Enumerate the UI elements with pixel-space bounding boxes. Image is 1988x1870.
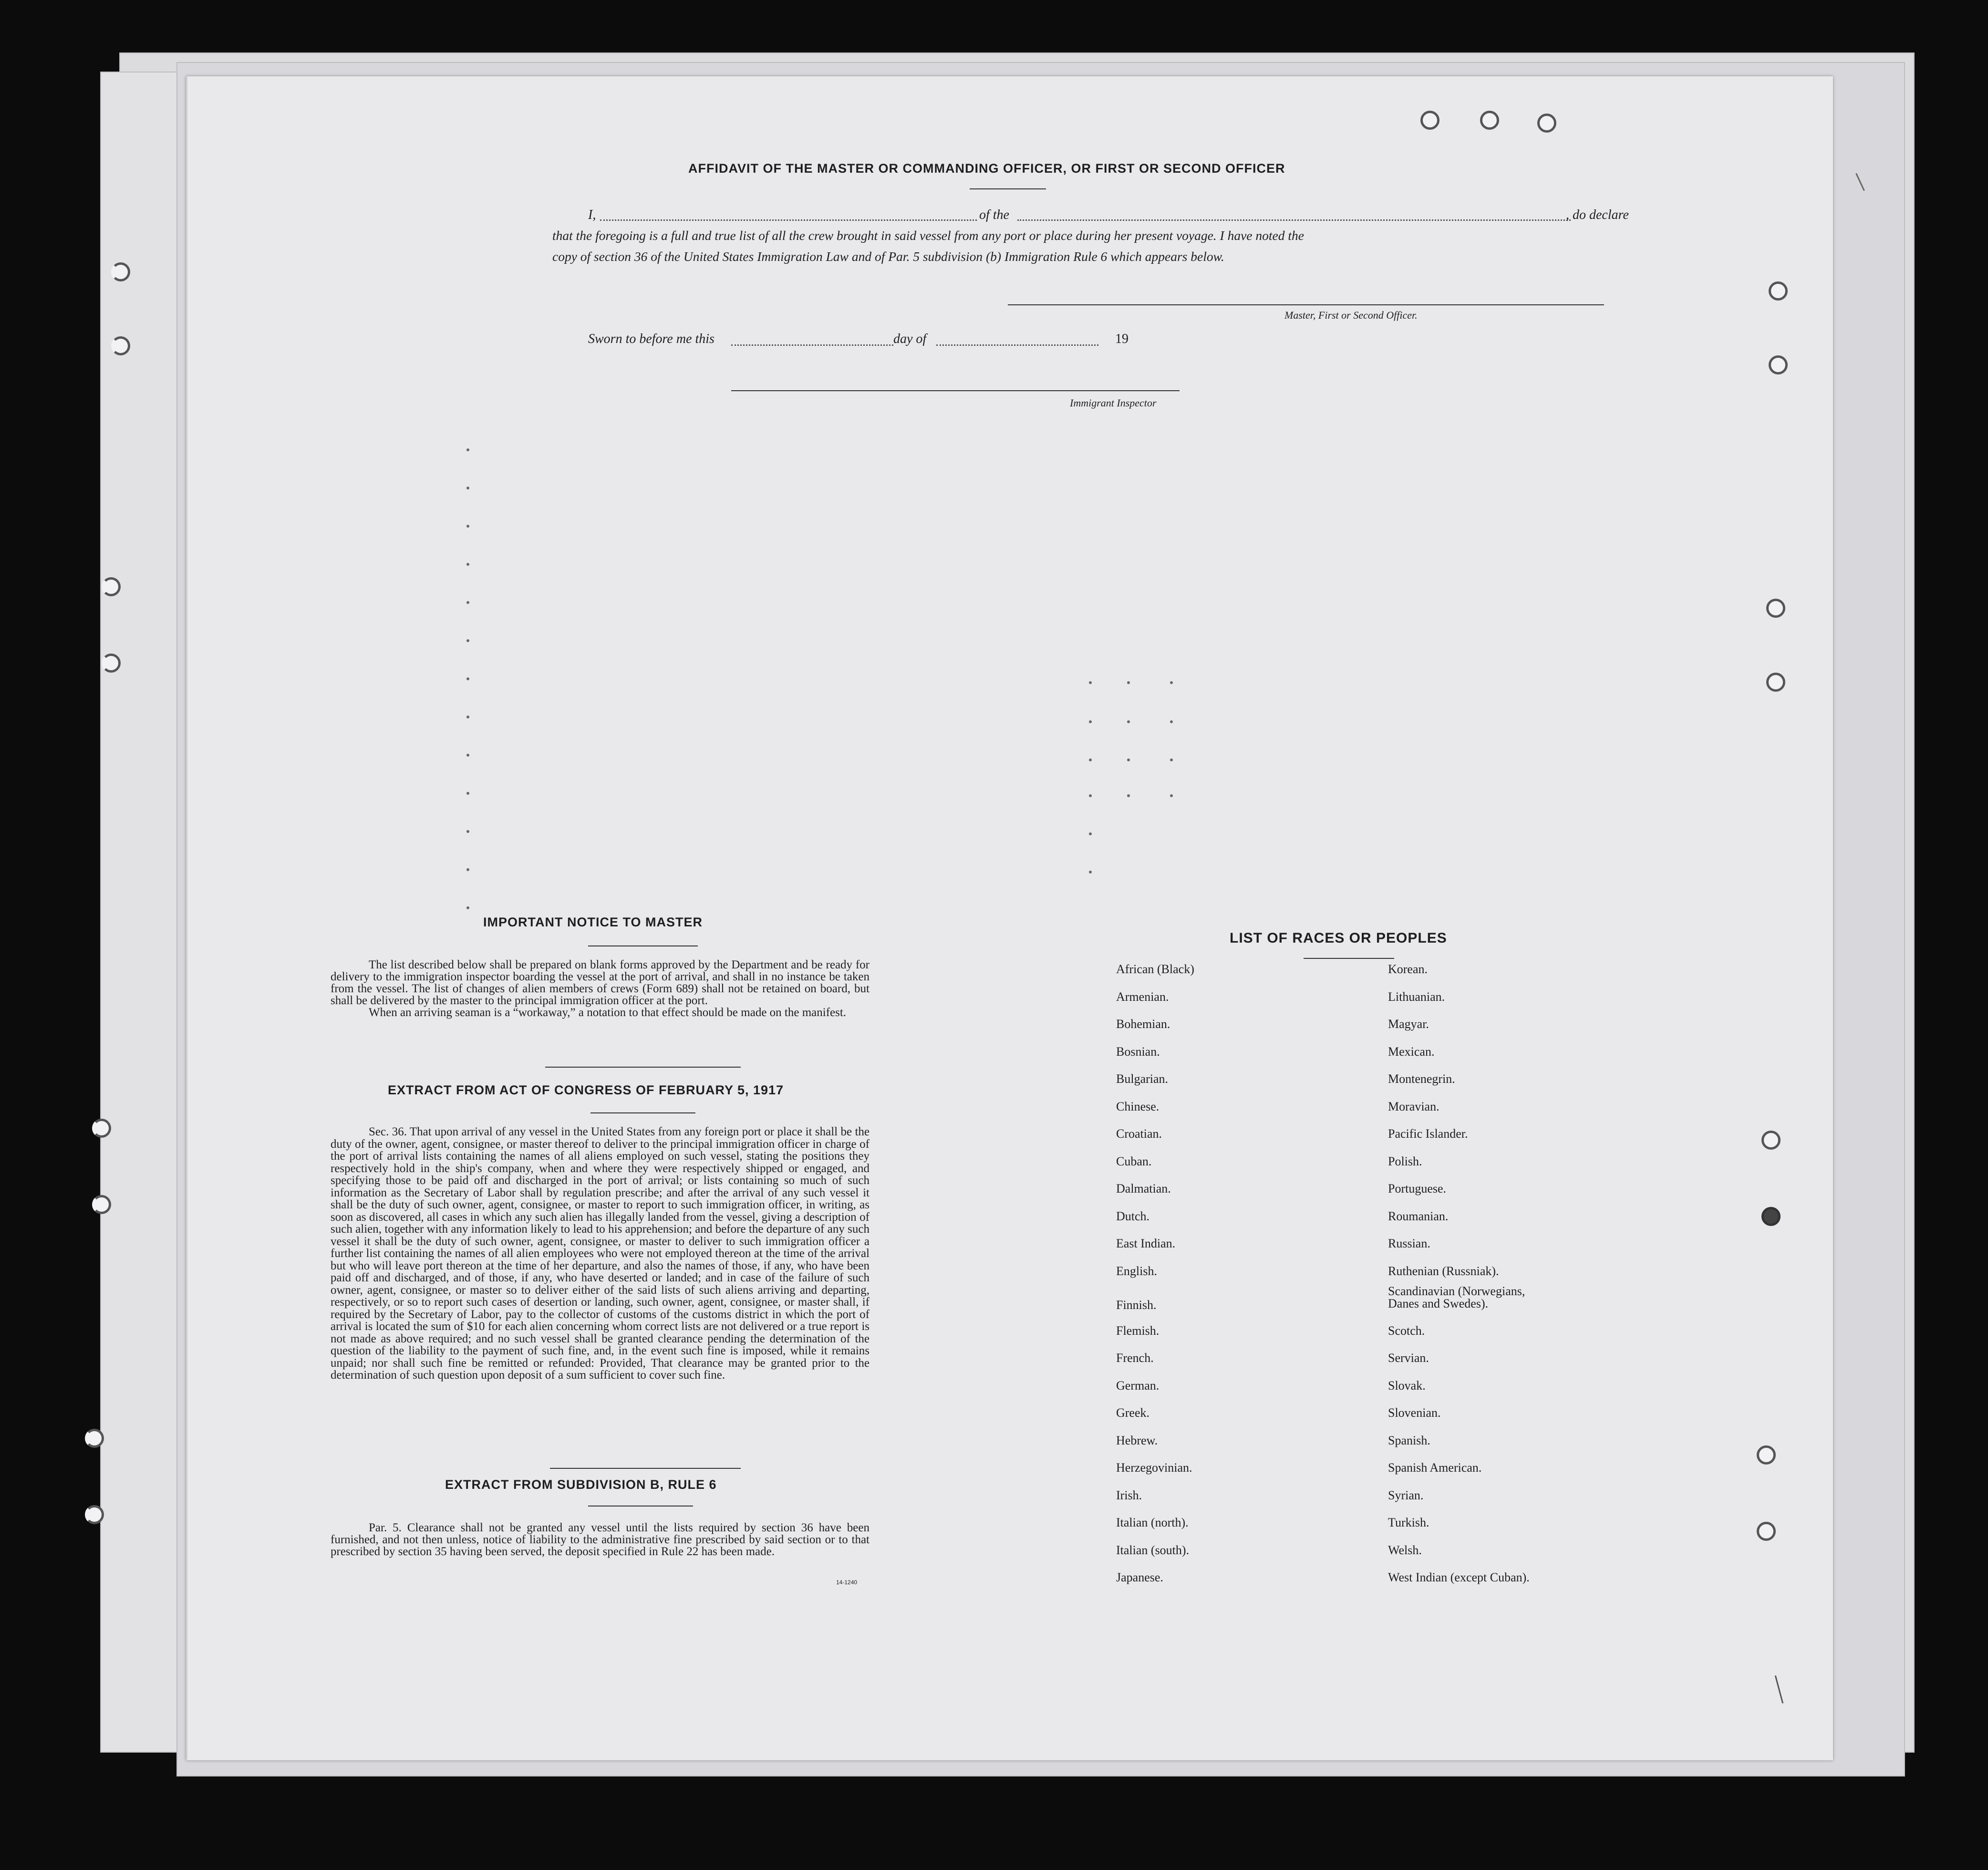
punch-hole [102,577,121,596]
sworn-label: Sworn to before me this [588,332,714,346]
notice-body [331,959,870,1018]
faint-dot [1127,758,1130,761]
punch-hole [85,1429,104,1448]
race-item: Flemish. [1116,1323,1160,1338]
faint-dot [466,563,469,566]
race-item: Slovenian. [1388,1406,1441,1420]
faint-dot [1089,758,1092,761]
inspector-signature-label: Immigrant Inspector [1070,397,1157,409]
act-extract-body [331,1126,870,1382]
faint-dot [466,639,469,642]
punch-hole [111,336,130,355]
race-item: Irish. [1116,1488,1142,1502]
race-item: Turkish. [1388,1516,1429,1529]
affidavit-i-label: I, [588,208,596,222]
faint-dot [466,906,469,909]
section-divider [545,1067,741,1068]
faint-dot [1127,720,1130,723]
faint-dot [466,716,469,718]
rule-extract-title: EXTRACT FROM SUBDIVISION B, RULE 6 [445,1477,717,1492]
name-blank [600,219,977,221]
punch-hole [1766,673,1785,692]
race-item: Montenegrin. [1388,1072,1455,1086]
race-item: Roumanian. [1388,1209,1449,1223]
punch-hole [92,1119,111,1138]
affidavit-line-3: copy of section 36 of the United States Immigration Law and of Par. 5 subdivision (b) Immigration Rule 6 which appears below. [552,249,1224,264]
faint-dot [1089,871,1092,873]
race-item: Chinese. [1116,1099,1160,1113]
punch-hole [1420,111,1439,130]
punch-hole [1761,1207,1781,1226]
punch-hole [1480,111,1499,130]
race-item: Bulgarian. [1116,1072,1169,1086]
race-item: Dalmatian. [1116,1182,1171,1195]
officer-signature-label: Master, First or Second Officer. [1284,309,1418,321]
race-item: Korean. [1388,962,1428,976]
race-item: English. [1116,1264,1157,1278]
race-item: Syrian. [1388,1488,1424,1502]
faint-dot [1170,681,1173,684]
faint-dot [466,601,469,604]
form-number: 14-1240 [836,1579,858,1586]
affidavit-title: AFFIDAVIT OF THE MASTER OR COMMANDING OFFICER, OR FIRST OR SECOND OFFICER [688,161,1285,176]
punch-hole [1757,1445,1776,1465]
section-divider [550,1468,741,1469]
vessel-blank [1017,219,1571,221]
punch-hole [1766,599,1785,618]
race-item: Moravian. [1388,1099,1439,1113]
race-item: Portuguese. [1388,1182,1447,1195]
faint-dot [1170,794,1173,797]
act-extract-title: EXTRACT FROM ACT OF CONGRESS OF FEBRUARY 5, 1917 [388,1083,784,1097]
race-item: Mexican. [1388,1044,1435,1059]
race-item: Bohemian. [1116,1017,1170,1031]
race-item: Lithuanian. [1388,989,1445,1004]
rule-extract-body [331,1522,870,1558]
faint-dot [466,448,469,451]
races-title-rule [1304,958,1394,959]
faint-dot [1170,758,1173,761]
punch-hole [85,1505,104,1524]
race-item: West Indian (except Cuban). [1388,1570,1530,1584]
punch-hole [1769,355,1788,374]
punch-hole [1757,1522,1776,1541]
punch-hole [92,1195,111,1214]
faint-dot [1089,720,1092,723]
race-item: Croatian. [1116,1127,1162,1141]
faint-dot [466,830,469,833]
race-item: Armenian. [1116,989,1169,1004]
race-item: Herzegovinian. [1116,1461,1192,1475]
race-item: Spanish American. [1388,1461,1482,1475]
sworn-day-of-label: day of [893,332,927,346]
faint-dot [1127,681,1130,684]
inspector-signature-line [731,390,1180,391]
punch-hole [1761,1131,1781,1150]
notice-rule [588,945,698,946]
sworn-month-blank [936,344,1098,346]
race-item: Italian (south). [1116,1543,1190,1557]
punch-hole [111,262,130,281]
faint-dot [466,754,469,757]
faint-dot [466,525,469,528]
race-item: French. [1116,1351,1154,1365]
race-item: Japanese. [1116,1570,1163,1584]
race-item: German. [1116,1378,1160,1392]
race-item: Finnish. [1116,1298,1157,1312]
officer-signature-line [1008,304,1604,305]
punch-hole [1537,114,1556,133]
punch-hole [102,654,121,673]
act-section-36-paragraph: Sec. 36. That upon arrival of any vessel in the United States from any foreign port or place it shall be the duty of the owner, agent, consignee, or master thereof to deliver to the principal immigration officer in charge of the port of arrival lists containing the names of all aliens employed on such vessel, stating the positions they respectively hold in the ship's company, when and where they were respectively shipped or engaged, and specifying those to be paid off and discharged in the port of arrival; or lists containing so much of such information as the Secretary of Labor shall by regulation prescribe; and after the arrival of any such vessel it shall be the duty of such owner, agent, consignee, or master to report to such immigration officer, in writing, as soon as discovered, all cases in which any such alien has illegally landed from the vessel, giving a description of such alien, together with any information likely to lead to his apprehension; and before the departure of any such vessel it shall be the duty of such owner, agent, consignee, or master to deliver to such immigration officer a further list containing the names of all alien employees who were not employed thereon at the time of the arrival but who will leave port thereon at the time of her departure, and also the names of those, if any, who have been paid off and discharged, and of those, if any, who have deserted or landed; and in case of the failure of such owner, agent, consignee, or master so to deliver either of the said lists of such aliens arriving and departing, respectively, or so to report such cases of desertion or landing, such owner, agent, consignee, or master shall, if required by the Secretary of Labor, pay to the collector of customs of the customs district in which the port of arrival is located the sum of $10 for each alien concerning whom correct lists are not delivered or a true report is not made as above required; and no such vessel shall be granted clearance pending the determination of the question of the liability to the payment of such fine, and, in the event such fine is imposed, while it remains unpaid; nor shall such fine be remitted or refunded: Provided, That clearance may be granted prior to the determination of such question upon deposit of a sum sufficient to cover such fine. [331,1125,870,1382]
faint-dot [1089,794,1092,797]
rule-par-5-paragraph: Par. 5. Clearance shall not be granted any vessel until the lists required by section 36 have been furnished, and not then unless, notice of liability to the administrative fine prescribed by said section or to that prescribed by section 35 having been served, the deposit specified in Rule 22 has been made. [331,1521,870,1558]
faint-dot [1089,832,1092,835]
manifest-page [186,76,1833,1760]
notice-title: IMPORTANT NOTICE TO MASTER [483,915,703,929]
punch-hole [1769,281,1788,301]
race-item: Hebrew. [1116,1433,1158,1447]
faint-dot [466,868,469,871]
race-item: Greek. [1116,1406,1150,1420]
race-item: Polish. [1388,1154,1422,1168]
affidavit-of-the-label: of the [979,208,1009,222]
faint-dot [466,792,469,795]
race-item: Pacific Islander. [1388,1127,1468,1141]
faint-dot [466,487,469,489]
race-item: East Indian. [1116,1236,1176,1250]
race-item: Welsh. [1388,1543,1422,1557]
sworn-year-label: 19 [1115,332,1129,346]
race-item: Ruthenian (Russniak). [1388,1264,1499,1278]
race-item: Italian (north). [1116,1516,1189,1529]
race-item: African (Black) [1116,962,1194,976]
race-item: Russian. [1388,1236,1430,1250]
faint-dot [1089,681,1092,684]
race-item: Cuban. [1116,1154,1152,1168]
faint-dot [1170,720,1173,723]
affidavit-line-2: that the foregoing is a full and true list of all the crew brought in said vessel from any port or place during her present voyage. I have noted the [552,228,1304,243]
act-extract-rule [590,1112,695,1113]
title-rule [970,188,1046,189]
race-item: Servian. [1388,1351,1429,1365]
faint-dot [1127,794,1130,797]
affidavit-declare-label: , do declare [1566,208,1629,222]
race-item: Slovak. [1388,1378,1426,1392]
race-item: Magyar. [1388,1017,1429,1031]
race-item: Scotch. [1388,1323,1425,1338]
race-item: Spanish. [1388,1433,1430,1447]
race-item: Dutch. [1116,1209,1150,1223]
race-item: Scandinavian (Norwegians, Danes and Swedes). [1388,1284,1525,1310]
notice-paragraph-1: The list described below shall be prepared on blank forms approved by the Department and be ready for delivery to the immigration inspector boarding the vessel at the port of arrival, and shall in no instance be taken from the vessel. The list of changes of alien members of crews (Form 689) shall not be retained on board, but shall be delivered by the master to the principal immigration officer at the port. [331,958,870,1007]
races-title: LIST OF RACES OR PEOPLES [1230,930,1447,946]
faint-dot [466,677,469,680]
race-item: Bosnian. [1116,1044,1160,1059]
sworn-day-blank [731,344,893,346]
notice-paragraph-2: When an arriving seaman is a “workaway,” a notation to that effect should be made on the manifest. [369,1006,847,1019]
